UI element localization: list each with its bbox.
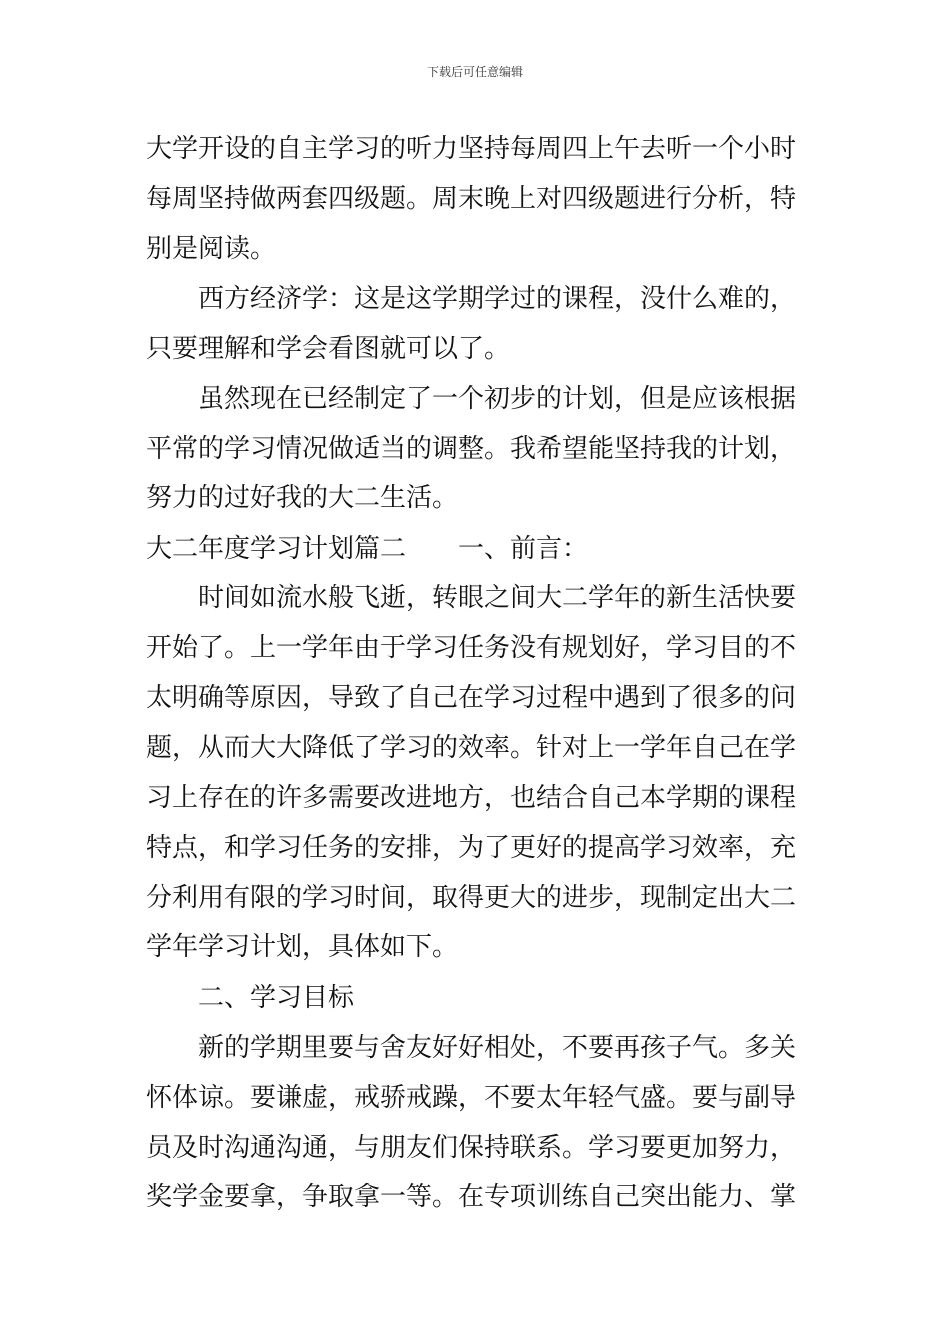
text-line: 太明确等原因，导致了自己在学习过程中遇到了很多的问: [146, 683, 797, 713]
text-line: 分利用有限的学习时间，取得更大的进步，现制定出大二: [146, 883, 797, 913]
text-line: 每周坚持做两套四级题。周末晚上对四级题进行分析，特: [146, 184, 797, 214]
text-line: 别是阅读。: [146, 234, 277, 264]
text-line: 大学开设的自主学习的听力坚持每周四上午去听一个小时: [146, 134, 797, 164]
text-line: 特点，和学习任务的安排，为了更好的提高学习效率，充: [146, 833, 797, 863]
text-line: 虽然现在已经制定了一个初步的计划，但是应该根据: [198, 384, 797, 414]
text-line: 学年学习计划，具体如下。: [146, 932, 459, 962]
section-heading: 大二年度学习计划篇二 一、前言：: [146, 534, 589, 564]
text-line: 西方经济学：这是这学期学过的课程，没什么难的，: [198, 284, 797, 314]
text-line: 怀体谅。要谦虚，戒骄戒躁，不要太年轻气盛。要与副导: [146, 1083, 797, 1113]
text-line: 员及时沟通沟通，与朋友们保持联系。学习要更加努力，: [146, 1133, 797, 1163]
text-line: 努力的过好我的大二生活。: [146, 483, 459, 513]
text-line: 新的学期里要与舍友好好相处，不要再孩子气。多关: [198, 1033, 797, 1063]
text-line: 习上存在的许多需要改进地方，也结合自己本学期的课程: [146, 783, 797, 813]
text-line: 时间如流水般飞逝，转眼之间大二学年的新生活快要: [198, 583, 797, 613]
text-line: 奖学金要拿，争取拿一等。在专项训练自己突出能力、掌: [146, 1182, 797, 1212]
page-header-note: 下载后可任意编辑: [426, 65, 523, 79]
text-line: 平常的学习情况做适当的调整。我希望能坚持我的计划，: [146, 434, 797, 464]
text-line: 只要理解和学会看图就可以了。: [146, 334, 511, 364]
text-line: 题，从而大大降低了学习的效率。针对上一学年自己在学: [146, 733, 797, 763]
section-heading: 二、学习目标: [198, 983, 355, 1013]
text-line: 开始了。上一学年由于学习任务没有规划好，学习目的不: [146, 633, 797, 663]
